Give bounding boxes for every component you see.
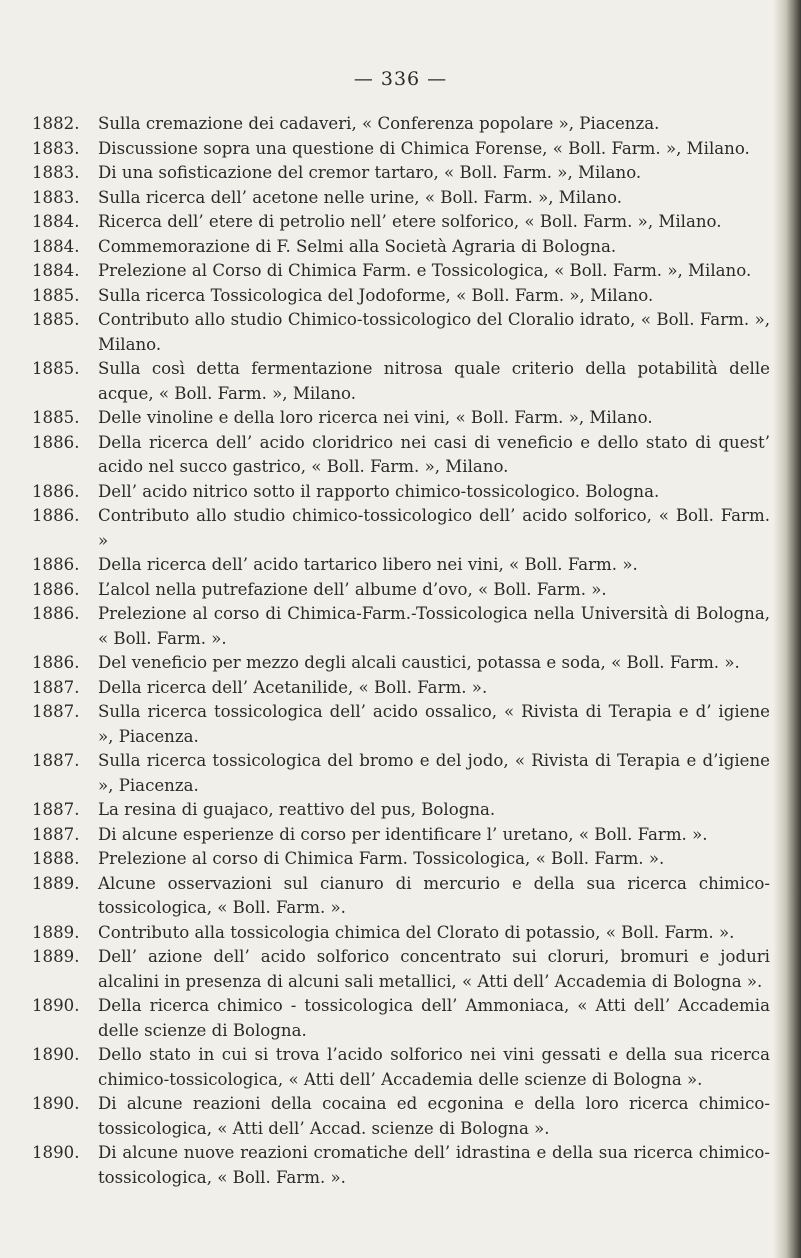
bibliography-entry <box>32 749 784 798</box>
entry-text: Della ricerca dell’ Acetanilide, « Boll. Farm. ». <box>98 677 488 697</box>
entry-text: Contributo alla tossicologia chimica del Clorato di potassio, « Boll. Farm. ». <box>98 922 735 942</box>
entry-text: Sulla ricerca Tossicologica del Jodoforme, « Boll. Farm. », Milano. <box>98 285 654 305</box>
entry-text: Ricerca dell’ etere di petrolio nell’ etere solforico, « Boll. Farm. », Milano. <box>98 212 722 231</box>
entry-year: 1885. <box>32 285 80 305</box>
bibliography-entry <box>32 872 784 921</box>
entry-text: Del veneficio per mezzo degli alcali caustici, potassa e soda, « Boll. Farm. ». <box>98 653 740 672</box>
bibliography-entry <box>32 945 784 994</box>
entry-year: 1882. <box>32 114 80 133</box>
bibliography-entry <box>32 357 784 406</box>
entry-year: 1889. <box>32 873 80 893</box>
entry-text: Dell’ azione dell’ acido solforico concentrato sui cloruri, bromuri e joduri alcalini in presenza di alcuni sali metallici, « Atti dell’ Accademia di Bologna ». <box>98 947 770 991</box>
bibliography-entry <box>32 137 784 162</box>
entry-text: Dell’ acido nitrico sotto il rapporto chimico-tossicologico. Bologna. <box>98 481 660 501</box>
entry-text: Di alcune reazioni della cocaina ed ecgonina e della loro ricerca chimico-tossicologica, « Atti dell’ Accad. scienze di Bologna ». <box>98 1094 770 1138</box>
entry-year: 1887. <box>32 824 80 844</box>
entry-year: 1887. <box>32 702 80 721</box>
entry-text: Prelezione al Corso di Chimica Farm. e Tossicologica, « Boll. Farm. », Milano. <box>98 261 752 280</box>
entry-year: 1883. <box>32 187 80 207</box>
entry-year: 1884. <box>32 236 80 256</box>
entry-text: Sulla ricerca tossicologica dell’ acido ossalico, « Rivista di Terapia e d’ igiene », Piacenza. <box>98 702 770 746</box>
entry-year: 1886. <box>32 432 80 452</box>
entry-year: 1886. <box>32 555 80 574</box>
bibliography-entry <box>32 504 784 553</box>
entry-text: Di alcune esperienze di corso per identificare l’ uretano, « Boll. Farm. ». <box>98 824 708 844</box>
bibliography-entry <box>32 284 784 309</box>
entry-year: 1887. <box>32 800 80 819</box>
entry-year: 1887. <box>32 677 80 697</box>
entry-year: 1889. <box>32 947 80 966</box>
entry-text: Della ricerca dell’ acido tartarico libero nei vini, « Boll. Farm. ». <box>98 555 638 574</box>
bibliography-entry <box>32 602 784 651</box>
entry-text: Contributo allo studio Chimico-tossicologico del Cloralio idrato, « Boll. Farm. », Milano. <box>98 310 770 354</box>
bibliography-entry <box>32 1141 784 1190</box>
bibliography-entry <box>32 847 784 872</box>
entry-text: Della ricerca chimico - tossicologica dell’ Ammoniaca, « Atti dell’ Accademia delle scienze di Bologna. <box>98 996 770 1040</box>
entry-text: Sulla così detta fermentazione nitrosa quale criterio della potabilità delle acque, « Boll. Farm. », Milano. <box>98 359 770 403</box>
entry-text: Discussione sopra una questione di Chimica Forense, « Boll. Farm. », Milano. <box>98 138 750 158</box>
bibliography-entry <box>32 406 784 431</box>
entry-year: 1884. <box>32 261 80 280</box>
entry-year: 1890. <box>32 1045 80 1064</box>
entry-text: Prelezione al corso di Chimica Farm. Tossicologica, « Boll. Farm. ». <box>98 849 665 868</box>
bibliography-entry <box>32 823 784 848</box>
bibliography-entry <box>32 308 784 357</box>
bibliography-entry <box>32 235 784 260</box>
entry-year: 1890. <box>32 996 80 1015</box>
bibliography-entry <box>32 259 784 284</box>
entry-year: 1889. <box>32 922 80 942</box>
entry-year: 1885. <box>32 310 80 329</box>
entry-text: Prelezione al corso di Chimica-Farm.-Tossicologica nella Università di Bologna, « Boll. Farm. ». <box>98 604 770 648</box>
entry-text: Sulla ricerca dell’ acetone nelle urine, « Boll. Farm. », Milano. <box>98 187 622 207</box>
bibliography-entry <box>32 480 784 505</box>
entry-year: 1885. <box>32 359 80 378</box>
entry-year: 1886. <box>32 506 80 525</box>
entry-year: 1886. <box>32 481 80 501</box>
entry-text: Contributo allo studio chimico-tossicologico dell’ acido solforico, « Boll. Farm. » <box>98 506 770 550</box>
entry-text: La resina di guajaco, reattivo del pus, Bologna. <box>98 800 496 819</box>
entry-year: 1890. <box>32 1143 80 1162</box>
entry-year: 1885. <box>32 408 80 427</box>
bibliography-entry <box>32 676 784 701</box>
bibliography-entry <box>32 553 784 578</box>
entry-year: 1884. <box>32 212 80 231</box>
bibliography-entry <box>32 578 784 603</box>
entry-year: 1883. <box>32 163 80 182</box>
bibliography-entry <box>32 994 784 1043</box>
entry-year: 1888. <box>32 849 80 868</box>
bibliography-entry <box>32 700 784 749</box>
entry-text: Sulla cremazione dei cadaveri, « Conferenza popolare », Piacenza. <box>98 114 660 133</box>
bibliography-entry <box>32 431 784 480</box>
bibliography-list <box>32 112 784 1190</box>
entry-year: 1883. <box>32 138 80 158</box>
bibliography-entry <box>32 112 784 137</box>
bibliography-entry <box>32 161 784 186</box>
bibliography-entry <box>32 651 784 676</box>
bibliography-entry <box>32 798 784 823</box>
bibliography-entry <box>32 210 784 235</box>
entry-year: 1887. <box>32 751 80 770</box>
entry-text: Commemorazione di F. Selmi alla Società Agraria di Bologna. <box>98 236 617 256</box>
entry-text: Dello stato in cui si trova l’acido solforico nei vini gessati e della sua ricerca chimico-tossicologica, « Atti dell’ Accademia delle scienze di Bologna ». <box>98 1045 770 1089</box>
bibliography-entry <box>32 1092 784 1141</box>
bibliography-entry <box>32 921 784 946</box>
entry-text: L’alcol nella putrefazione dell’ albume d’ovo, « Boll. Farm. ». <box>98 579 607 599</box>
entry-text: Di una sofisticazione del cremor tartaro, « Boll. Farm. », Milano. <box>98 163 642 182</box>
page-number: — 336 — <box>353 68 448 90</box>
entry-text: Di alcune nuove reazioni cromatiche dell’ idrastina e della sua ricerca chimico-tossicologica, « Boll. Farm. ». <box>98 1143 770 1187</box>
entry-text: Della ricerca dell’ acido cloridrico nei casi di veneficio e dello stato di quest’ acido nel succo gastrico, « Boll. Farm. », Milano. <box>98 432 770 476</box>
page-edge-shadow <box>773 0 801 1258</box>
bibliography-entry <box>32 1043 784 1092</box>
entry-text: Delle vinoline e della loro ricerca nei vini, « Boll. Farm. », Milano. <box>98 408 653 427</box>
entry-year: 1886. <box>32 579 80 599</box>
entry-year: 1886. <box>32 653 80 672</box>
entry-year: 1886. <box>32 604 80 623</box>
entry-year: 1890. <box>32 1094 80 1113</box>
bibliography-entry <box>32 186 784 211</box>
entry-text: Alcune osservazioni sul cianuro di mercurio e della sua ricerca chimico-tossicologica, « Boll. Farm. ». <box>98 873 770 917</box>
entry-text: Sulla ricerca tossicologica del bromo e del jodo, « Rivista di Terapia e d’igiene », Piacenza. <box>98 751 770 795</box>
